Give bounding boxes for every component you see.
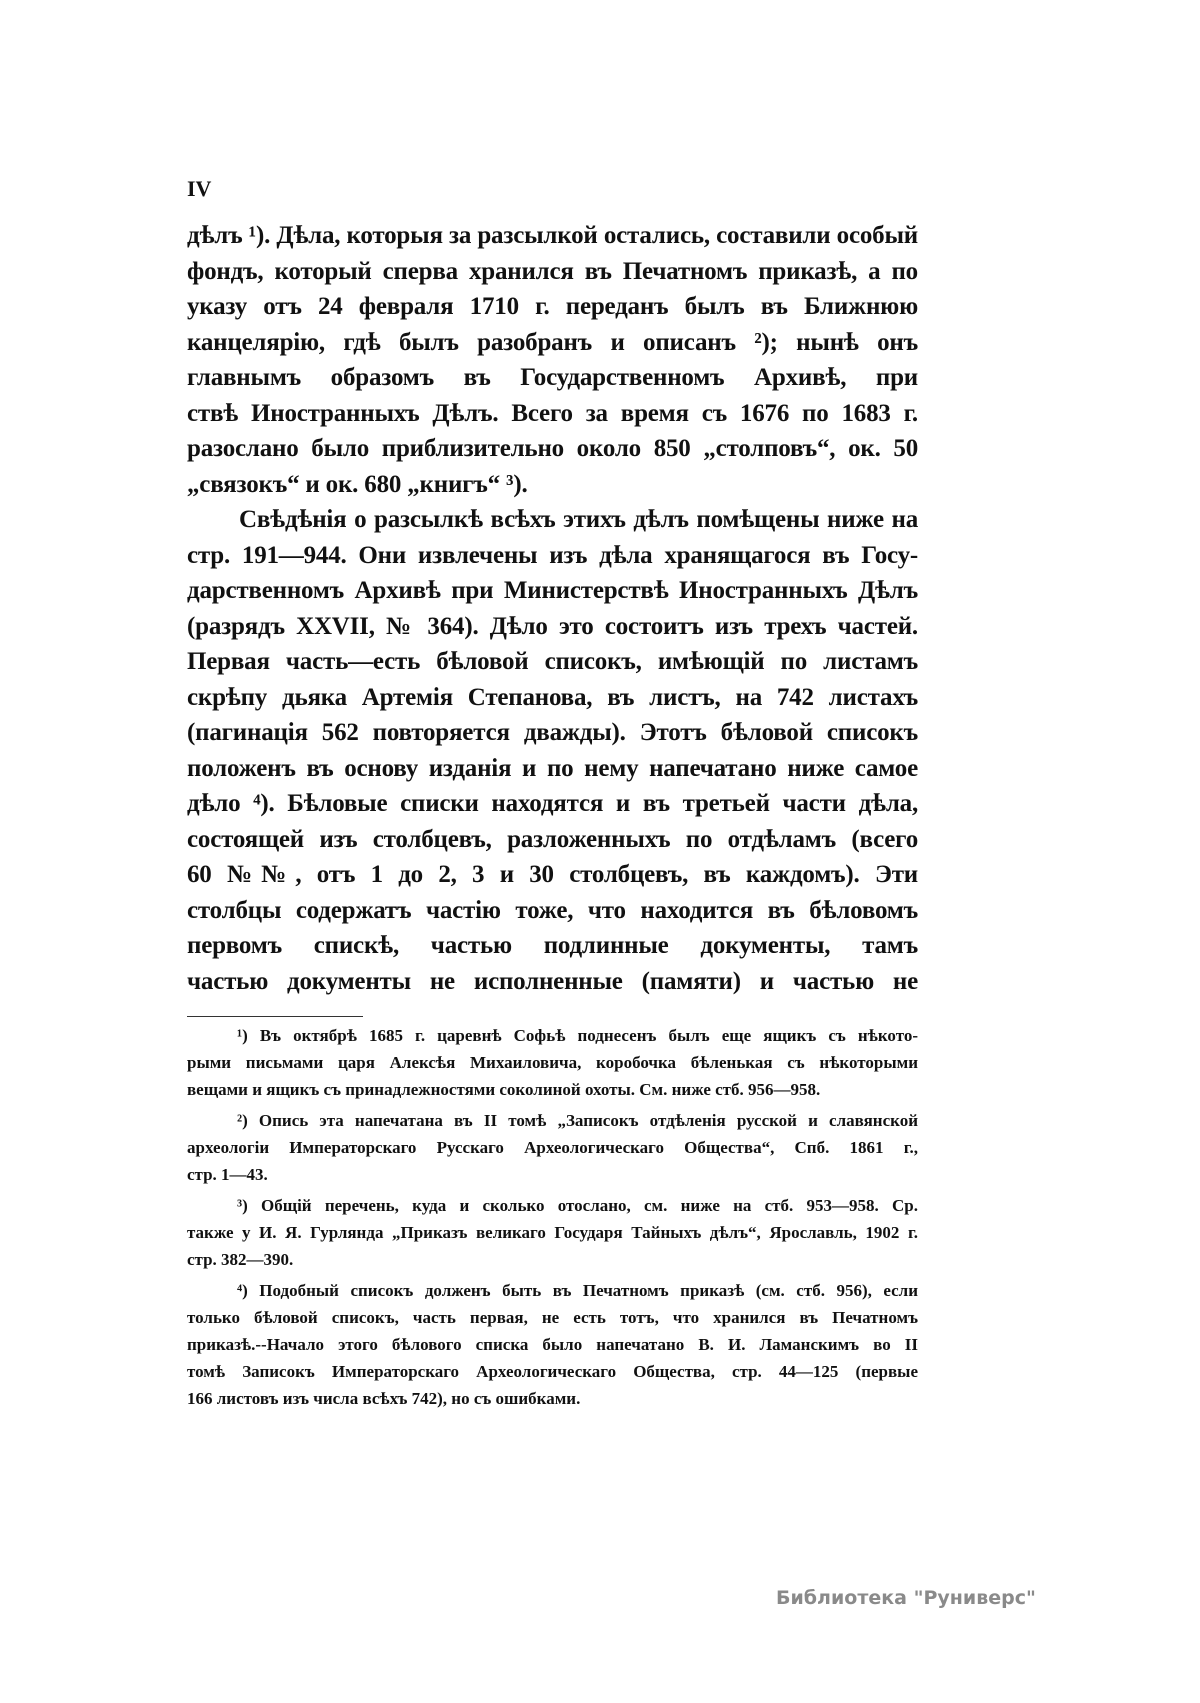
footnote-line: только бѣловой списокъ, часть первая, не есть тотъ, что хранился въ Печатномъ	[187, 1308, 918, 1327]
text-line: ствѣ Иностранныхъ Дѣлъ. Всего за время съ 1676 по 1683 г.	[187, 399, 918, 427]
text-line: (пагинація 562 повторяется дважды). Этотъ бѣловой списокъ	[187, 719, 918, 746]
text-line: столбцы содержатъ частію тоже, что находится въ бѣловомъ	[187, 896, 918, 924]
text-line: стр. 191—944. Они извлечены изъ дѣла хранящагося въ Госу-	[187, 541, 918, 569]
text-line: скрѣпу дьяка Артемія Степанова, въ листъ, на 742 листахъ	[187, 683, 918, 711]
footnotes	[187, 1022, 918, 1416]
library-watermark: Библиотека "Руниверс"	[776, 1587, 1036, 1609]
footnote-line: ¹) Въ октябрѣ 1685 г. царевнѣ Софьѣ поднесенъ былъ еще ящикъ съ нѣкото-	[237, 1026, 918, 1045]
text-line: частью документы не исполненные (памяти) и частью не	[187, 967, 918, 995]
footnote-3	[187, 1192, 918, 1273]
footnote-gap	[187, 1412, 918, 1416]
text-line: указу отъ 24 февраля 1710 г. переданъ былъ въ Ближнюю	[187, 293, 918, 320]
footnote-1	[187, 1022, 918, 1103]
footnote-line: археологіи Императорскаго Русскаго Археологическаго Общества“, Спб. 1861 г.,	[187, 1138, 918, 1157]
footnote-2	[187, 1107, 918, 1188]
text-line: (разрядъ XXVII, № 364). Дѣло это состоитъ изъ трехъ частей.	[187, 612, 918, 640]
text-line: фондъ, который сперва хранился въ Печатномъ приказѣ, а по	[187, 257, 918, 285]
text-line: первомъ спискѣ, частью подлинные документы, тамъ	[187, 932, 918, 959]
footnote-4	[187, 1277, 918, 1412]
footnote-line: томѣ Записокъ Императорскаго Археологическаго Общества, стр. 44—125 (первые	[187, 1362, 918, 1381]
footnote-line: приказѣ.--Начало этого бѣлового списка было напечатано В. И. Ламанскимъ во II	[187, 1335, 918, 1354]
text-line: главнымъ образомъ въ Государственномъ Архивѣ, при	[187, 364, 918, 391]
footnote-line: стр. 1—43.	[187, 1165, 268, 1184]
text-line: разослано было приблизительно около 850 „столповъ“, ок. 50	[187, 435, 918, 462]
footnote-line: ³) Общій перечень, куда и сколько отослано, см. ниже на стб. 953—958. Ср.	[237, 1196, 918, 1215]
main-text	[187, 218, 918, 999]
footnote-divider	[187, 1016, 363, 1017]
text-line: „связокъ“ и ок. 680 „книгъ“ ³).	[187, 470, 528, 498]
footnote-line: вещами и ящикъ съ принадлежностями соколиной охоты. См. ниже стб. 956—958.	[187, 1080, 821, 1099]
text-line: состоящей изъ столбцевъ, разложенныхъ по отдѣламъ (всего	[187, 825, 918, 853]
page-number: IV	[187, 176, 212, 201]
text-line: дарственномъ Архивѣ при Министерствѣ Иностранныхъ Дѣлъ	[187, 577, 918, 604]
footnote-line: ²) Опись эта напечатана въ II томѣ „Записокъ отдѣленія русской и славянской	[237, 1111, 918, 1130]
text-line: положенъ въ основу изданія и по нему напечатано ниже самое	[187, 754, 918, 782]
text-line: Свѣдѣнія о разсылкѣ всѣхъ этихъ дѣлъ помѣщены ниже на	[239, 506, 918, 533]
footnote-line: стр. 382—390.	[187, 1250, 294, 1269]
text-line: дѣлъ ¹). Дѣла, которыя за разсылкой остались, составили особый	[187, 222, 918, 249]
footnote-line: также у И. Я. Гурлянда „Приказъ великаго Государя Тайныхъ дѣлъ“, Ярославль, 1902 г.	[187, 1223, 918, 1242]
text-line: Первая часть—есть бѣловой списокъ, имѣющій по листамъ	[187, 648, 918, 675]
text-line: 60 №№, отъ 1 до 2, 3 и 30 столбцевъ, въ каждомъ). Эти	[187, 861, 918, 888]
text-line: дѣло ⁴). Бѣловые списки находятся и въ третьей части дѣла,	[187, 790, 918, 817]
text-line: канцелярію, гдѣ былъ разобранъ и описанъ ²); нынѣ онъ	[187, 328, 918, 356]
footnote-line: 166 листовъ изъ числа всѣхъ 742), но съ ошибками.	[187, 1389, 581, 1408]
footnote-line: ⁴) Подобный списокъ долженъ быть въ Печатномъ приказѣ (см. стб. 956), если	[237, 1281, 918, 1300]
footnote-line: рыми письмами царя Алексѣя Михаиловича, коробочка бѣленькая съ нѣкоторыми	[187, 1053, 918, 1072]
